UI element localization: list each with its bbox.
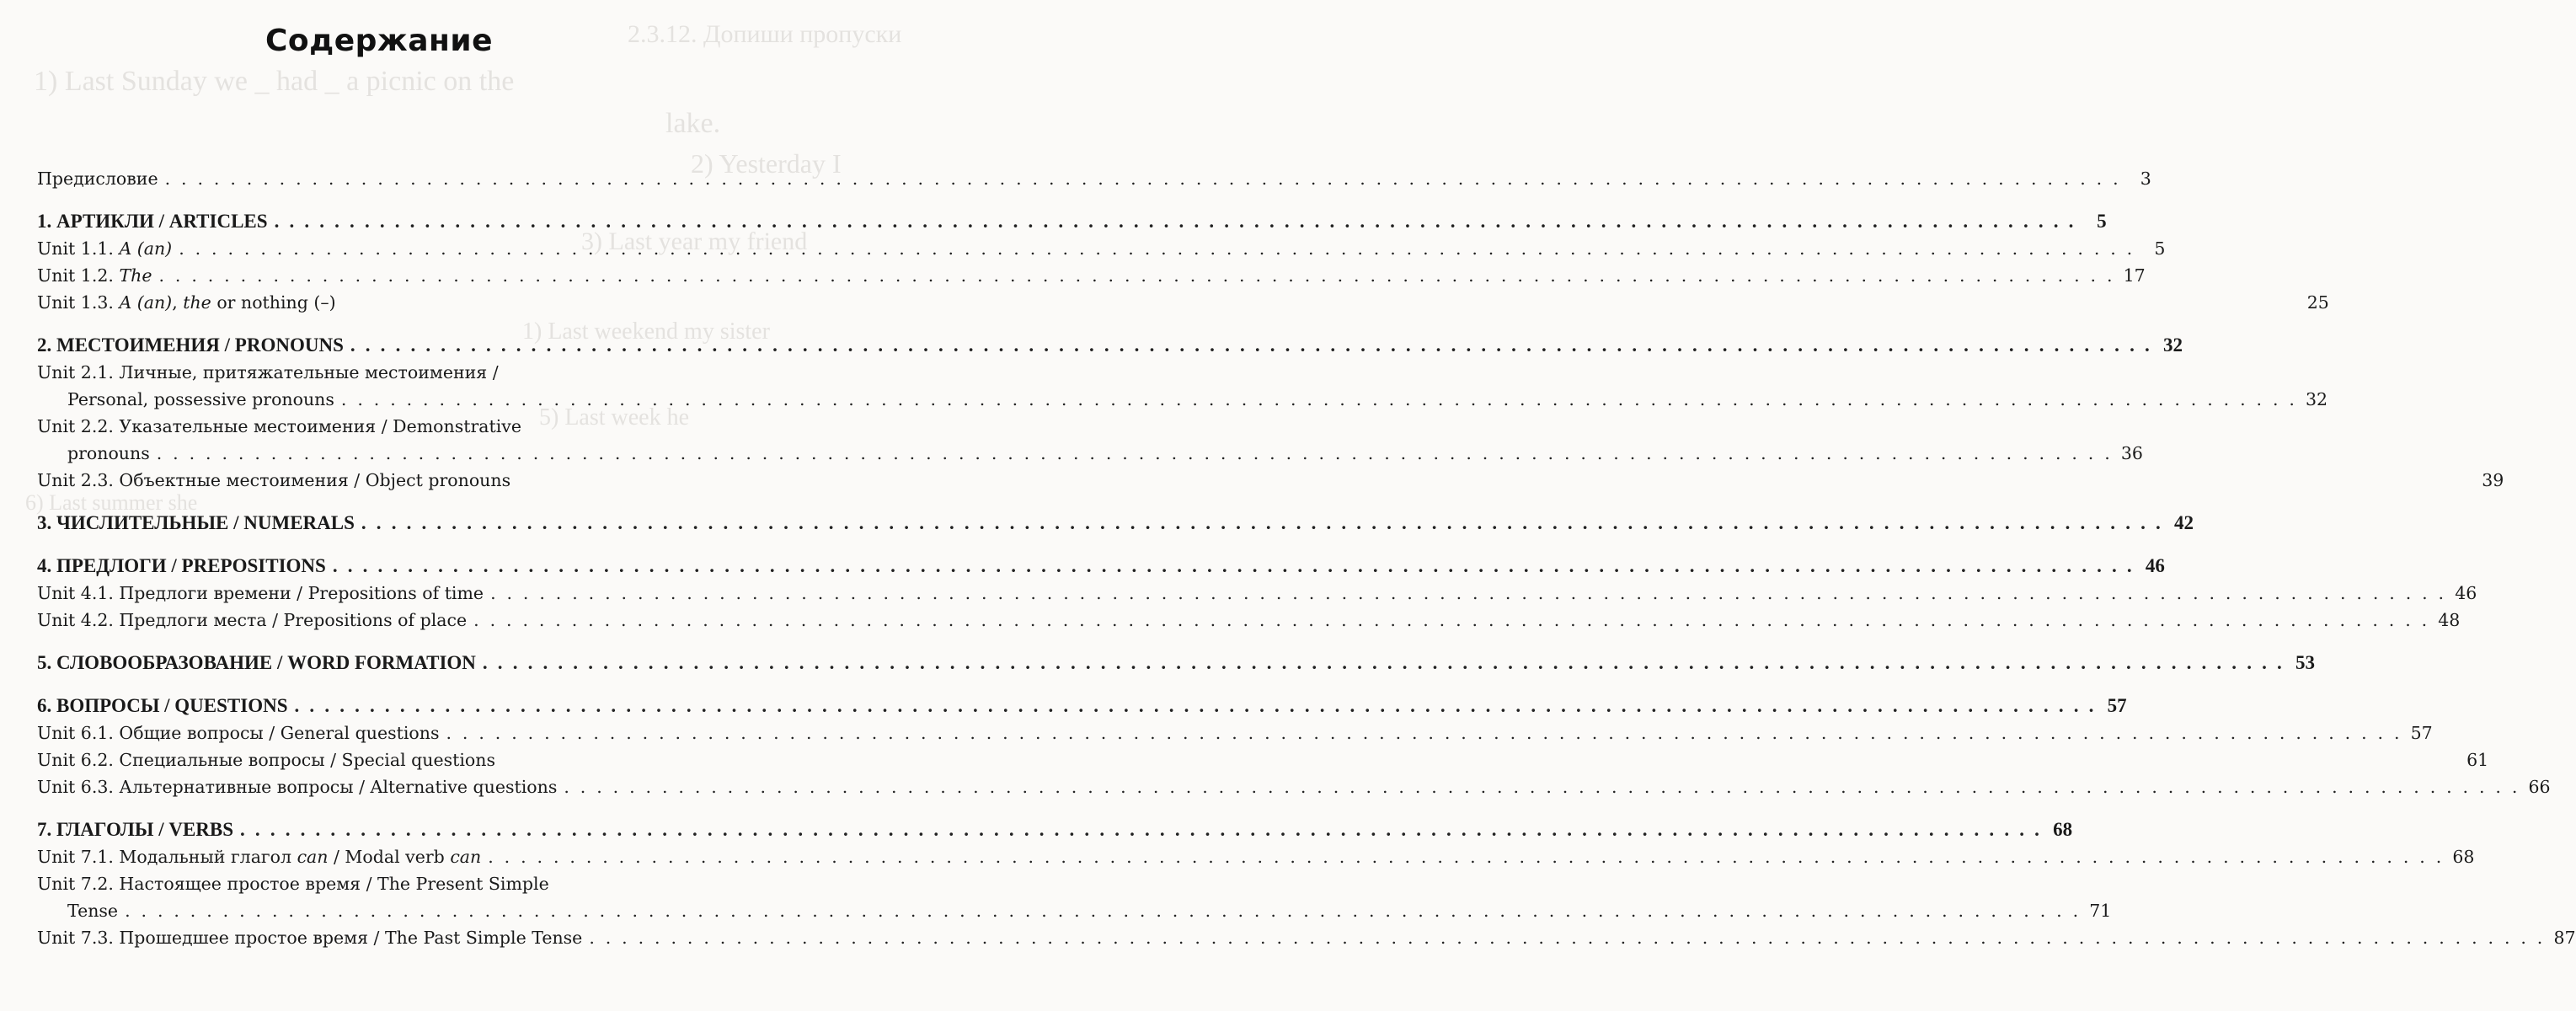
dot-leader bbox=[446, 719, 2402, 746]
toc-page-number: 48 bbox=[2438, 610, 2461, 630]
page-title: Содержание bbox=[265, 24, 494, 58]
toc-unit-1-2[interactable] bbox=[37, 262, 2146, 289]
toc-page-number: 68 bbox=[2452, 847, 2475, 867]
dot-leader bbox=[341, 386, 2297, 413]
toc-page-number: 5 bbox=[2154, 238, 2166, 259]
toc-page-number: 66 bbox=[2528, 777, 2551, 797]
dot-leader bbox=[125, 897, 2081, 924]
toc-unit-6-3[interactable] bbox=[37, 773, 2551, 800]
toc-unit-7-2[interactable] bbox=[37, 897, 2112, 924]
toc-entry-title: Unit 7.1. Модальный глагол can / Modal verb can bbox=[37, 847, 482, 867]
toc-page-number: 68 bbox=[2053, 819, 2073, 840]
toc-page-number: 57 bbox=[2410, 723, 2433, 743]
toc-unit-2-3[interactable] bbox=[37, 467, 2504, 494]
bleed-through-line: lake. bbox=[665, 108, 721, 139]
dot-leader bbox=[589, 924, 2545, 951]
toc-chapter-pronouns[interactable] bbox=[37, 332, 2183, 359]
bleed-through-line: 2) Yesterday I bbox=[691, 148, 842, 179]
dot-leader bbox=[490, 580, 2446, 607]
dot-leader bbox=[488, 843, 2444, 870]
toc-entry-title[interactable]: Unit 2.2. Указательные местоимения / Demonstrative bbox=[37, 416, 521, 436]
bleed-through-line: 1) Last weekend my sister bbox=[522, 318, 770, 345]
dot-leader bbox=[240, 816, 2042, 843]
toc-chapter-numerals[interactable] bbox=[37, 510, 2194, 537]
toc-chapter-verbs[interactable] bbox=[37, 816, 2073, 843]
dot-leader bbox=[361, 510, 2163, 537]
toc-page-number: 57 bbox=[2107, 695, 2127, 716]
dot-leader bbox=[157, 440, 2113, 467]
toc-entry-title[interactable]: Unit 2.1. Личные, притяжательные местоимения / bbox=[37, 362, 499, 382]
toc-entry-title: 5. СЛОВООБРАЗОВАНИЕ / WORD FORMATION bbox=[37, 652, 476, 673]
toc-entry-title: 3. ЧИСЛИТЕЛЬНЫЕ / NUMERALS bbox=[37, 512, 355, 533]
toc-unit-7-1[interactable] bbox=[37, 843, 2475, 870]
dot-leader bbox=[333, 553, 2135, 580]
dot-leader bbox=[275, 208, 2076, 235]
dot-leader bbox=[483, 650, 2285, 677]
bleed-through-line: 3) Last year my friend bbox=[581, 227, 808, 255]
toc-page-number: 46 bbox=[2455, 583, 2477, 603]
dot-leader bbox=[350, 332, 2152, 359]
dot-leader bbox=[165, 165, 2121, 192]
toc-unit-6-1[interactable] bbox=[37, 719, 2433, 746]
toc-page-number: 5 bbox=[2097, 211, 2107, 232]
toc-unit-2-2[interactable] bbox=[37, 440, 2143, 467]
toc-chapter-word-formation[interactable] bbox=[37, 650, 2315, 677]
toc-entry-title: Unit 2.3. Объектные местоимения / Object pronouns bbox=[37, 470, 511, 490]
toc-chapter-questions[interactable] bbox=[37, 693, 2127, 719]
toc-page-number: 71 bbox=[2089, 901, 2112, 921]
toc-page-number: 42 bbox=[2173, 512, 2194, 533]
dot-leader bbox=[564, 773, 2520, 800]
toc-page-number: 61 bbox=[2466, 750, 2489, 770]
toc-entry-title[interactable]: Unit 7.2. Настоящее простое время / The Present Simple bbox=[37, 874, 549, 894]
toc-page-number: 32 bbox=[2306, 389, 2328, 409]
toc-unit-4-2[interactable] bbox=[37, 607, 2461, 634]
toc-entry-title: Unit 6.3. Альтернативные вопросы / Alternative questions bbox=[37, 777, 558, 797]
toc-page-number: 32 bbox=[2162, 334, 2183, 356]
toc-entry-title: Unit 1.2. The bbox=[37, 265, 152, 286]
toc-entry-title-cont: Personal, possessive pronouns bbox=[67, 389, 334, 409]
toc-entry-title: 1. АРТИКЛИ / ARTICLES bbox=[37, 211, 268, 232]
toc-entry-title: Unit 6.2. Специальные вопросы / Special questions bbox=[37, 750, 496, 770]
toc-entry-title: Unit 4.2. Предлоги места / Prepositions of place bbox=[37, 610, 468, 630]
toc-entry-title: 6. ВОПРОСЫ / QUESTIONS bbox=[37, 695, 288, 716]
toc-chapter-articles[interactable] bbox=[37, 208, 2107, 235]
dot-leader bbox=[158, 262, 2114, 289]
dot-leader bbox=[295, 693, 2097, 719]
table-of-contents bbox=[37, 165, 2576, 951]
bleed-through-line: 6) Last summer she bbox=[25, 490, 198, 515]
toc-entry-title: Unit 1.3. A (an), the or nothing (–) bbox=[37, 292, 336, 313]
toc-unit-4-1[interactable] bbox=[37, 580, 2477, 607]
toc-entry-title-cont: pronouns bbox=[67, 443, 150, 463]
toc-page-number: 25 bbox=[2306, 292, 2329, 313]
toc-page-number: 39 bbox=[2482, 470, 2504, 490]
toc-entry-title: 2. МЕСТОИМЕНИЯ / PRONOUNS bbox=[37, 334, 344, 356]
toc-entry-title: 4. ПРЕДЛОГИ / PREPOSITIONS bbox=[37, 555, 326, 576]
toc-unit-7-3[interactable] bbox=[37, 924, 2576, 951]
toc-page-number: 3 bbox=[2140, 168, 2151, 189]
dot-leader bbox=[473, 607, 2429, 634]
toc-entry-title: 7. ГЛАГОЛЫ / VERBS bbox=[37, 819, 234, 840]
toc-page-number: 87 bbox=[2553, 928, 2576, 948]
toc-page-number: 53 bbox=[2295, 652, 2315, 673]
toc-chapter-prepositions[interactable] bbox=[37, 553, 2165, 580]
bleed-through-line: 5) Last week he bbox=[539, 404, 690, 431]
bleed-through-line: 2.3.12. Допиши пропуски bbox=[628, 20, 902, 48]
toc-entry-title: Unit 6.1. Общие вопросы / General questions bbox=[37, 723, 440, 743]
toc-page-number: 46 bbox=[2145, 555, 2165, 576]
bleed-through-line: 1) Last Sunday we _ had _ a picnic on the bbox=[34, 66, 515, 97]
toc-entry-title: Unit 4.1. Предлоги времени / Prepositions of time bbox=[37, 583, 484, 603]
toc-entry-title: Предисловие bbox=[37, 168, 158, 189]
toc-entry-title: Unit 1.1. A (an) bbox=[37, 238, 173, 259]
toc-entry-title-cont: Tense bbox=[67, 901, 119, 921]
dot-leader bbox=[179, 235, 2135, 262]
toc-entry-preface[interactable] bbox=[37, 165, 2151, 192]
toc-page-number: 36 bbox=[2120, 443, 2143, 463]
toc-entry-title: Unit 7.3. Прошедшее простое время / The Past Simple Tense bbox=[37, 928, 583, 948]
toc-unit-2-1[interactable] bbox=[37, 386, 2328, 413]
toc-unit-6-2[interactable] bbox=[37, 746, 2489, 773]
toc-page-number: 17 bbox=[2123, 265, 2146, 286]
toc-unit-1-3[interactable] bbox=[37, 289, 2329, 316]
